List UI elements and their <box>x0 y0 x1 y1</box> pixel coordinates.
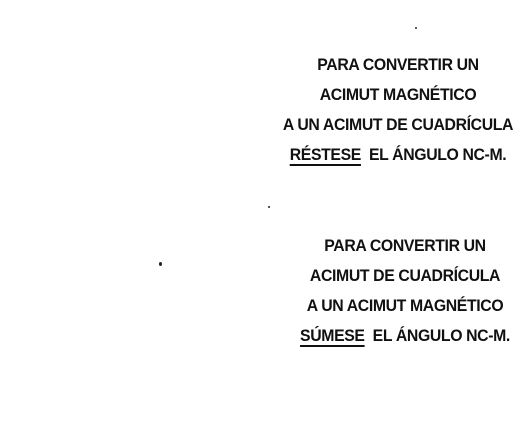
instruction-bottom-line-1: PARA CONVERTIR UN <box>324 236 486 255</box>
scan-speck <box>159 262 162 266</box>
instruction-bottom-line-3: A UN ACIMUT MAGNÉTICO <box>306 296 504 315</box>
instruction-top-verb: RÉSTESE <box>289 145 361 164</box>
scan-speck <box>268 206 270 208</box>
instruction-top-rest: EL ÁNGULO NC-M. <box>368 145 507 164</box>
instruction-top-line-1: PARA CONVERTIR UN <box>317 55 479 74</box>
instruction-bottom-rest: EL ÁNGULO NC-M. <box>372 326 510 345</box>
instruction-top-line-2: ACIMUT MAGNÉTICO <box>319 85 477 104</box>
instruction-magnetic-to-grid <box>268 50 520 170</box>
instruction-top-line-3: A UN ACIMUT DE CUADRÍCULA <box>282 115 514 134</box>
instruction-bottom-verb: SÚMESE <box>300 326 365 345</box>
instruction-grid-to-magnetic <box>285 231 520 351</box>
instruction-bottom-line-2: ACIMUT DE CUADRÍCULA <box>309 266 501 285</box>
scan-speck <box>415 27 417 29</box>
instruction-top-line-4 <box>268 140 520 170</box>
instruction-bottom-line-4 <box>285 321 520 351</box>
